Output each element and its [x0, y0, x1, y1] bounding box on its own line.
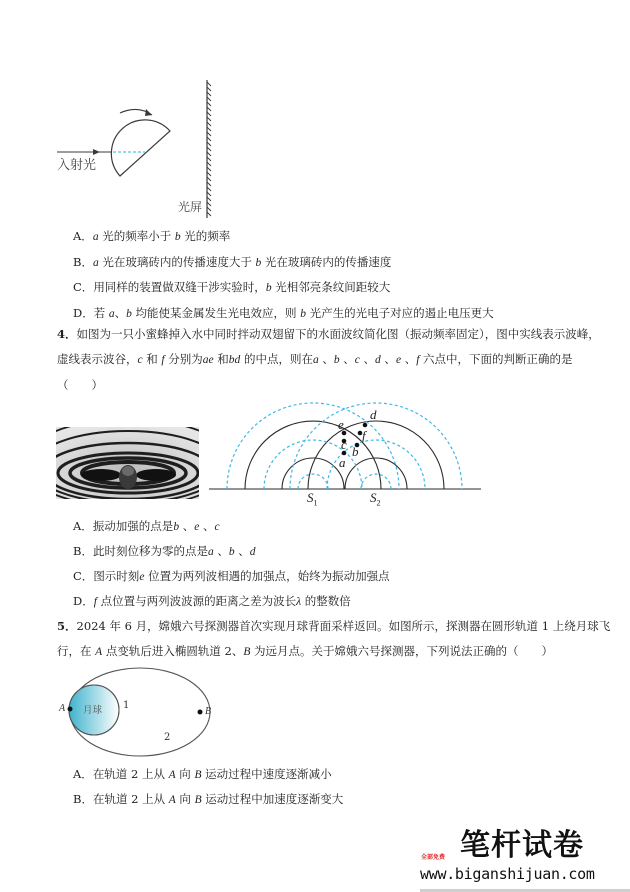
q4-stem-line2: 虚线表示波谷，c 和 f 分别为ae 和bd 的中点，则在a 、b 、c 、d 、e 、f 六点中，下面的判断正确的是	[57, 352, 573, 366]
q5-option-a[interactable]: A．在轨道 2 上从 A 向 B 运动过程中速度逐渐减小	[73, 767, 332, 781]
option-letter: B．	[73, 792, 93, 806]
watermark-title: 笔杆试卷	[460, 828, 584, 863]
question-number: 5．	[57, 619, 77, 633]
option-letter: B．	[73, 255, 93, 269]
option-letter: B．	[73, 544, 93, 558]
q5-option-b[interactable]: B．在轨道 2 上从 A 向 B 运动过程中加速度逐渐变大	[73, 792, 344, 806]
watermark-url[interactable]: www.biganshijuan.com	[420, 865, 595, 883]
q5-stem-line2: 行，在 A 点变轨后进入椭圆轨道 2、B 为远月点。关于嫦娥六号探测器，下列说法正确的（ ）	[57, 644, 554, 658]
point-A-label: A	[59, 703, 66, 714]
point-label-e: e	[338, 417, 344, 432]
source-label-s2: $S_2$	[370, 490, 381, 508]
point-B-label: B	[205, 706, 212, 717]
point-label-c: c	[341, 437, 347, 452]
option-letter: A．	[73, 767, 93, 781]
watermark-free-tag: 全部免费	[421, 854, 446, 861]
option-letter: D．	[73, 306, 94, 320]
option-letter: D．	[73, 594, 94, 608]
source-label-s1: $S_1$	[307, 490, 318, 508]
option-letter: A．	[73, 229, 93, 243]
point-label-b: b	[352, 444, 359, 459]
q4-stem-line1: 4．如图为一只小蜜蜂掉入水中同时拌动双翅留下的水面波纹简化图（振动频率固定），图中实线表示波峰，	[57, 327, 600, 341]
q3-option-a[interactable]: A．a 光的频率小于 b 光的频率	[73, 229, 231, 243]
screen-label: 光屏	[178, 200, 203, 214]
q4-option-a[interactable]: A．振动加强的点是b 、e 、c	[73, 519, 220, 533]
question-number: 4．	[57, 327, 77, 341]
q3-option-b[interactable]: B．a 光在玻璃砖内的传播速度大于 b 光在玻璃砖内的传播速度	[73, 255, 392, 269]
option-letter: A．	[73, 519, 93, 533]
q3-option-d[interactable]: D．若 a、b 均能使某金属发生光电效应，则 b 光产生的光电子对应的遏止电压更大	[73, 306, 494, 320]
q4-option-b[interactable]: B．此时刻位移为零的点是a 、b 、d	[73, 544, 256, 558]
orbit-2-label: 2	[164, 732, 171, 743]
option-letter: C．	[73, 280, 94, 294]
q4-option-d[interactable]: D．f 点位置与两列波波源的距离之差为波长λ 的整数倍	[73, 594, 351, 608]
q5-stem-line1: 5．2024 年 6 月，嫦娥六号探测器首次实现月球背面采样返回。如图所示，探测器在圆形轨道 1 上绕月球飞	[57, 619, 611, 633]
moon-label: 月球	[83, 705, 103, 716]
point-label-f: f	[362, 428, 366, 443]
q3-option-c[interactable]: C．用同样的装置做双缝干涉实验时，b 光相邻亮条纹间距较大	[73, 280, 391, 294]
option-letter: C．	[73, 569, 94, 583]
point-label-d: d	[370, 407, 377, 422]
orbit-1-label: 1	[123, 700, 130, 711]
point-label-a: a	[339, 455, 346, 470]
incident-light-label: 入射光	[57, 158, 97, 173]
q4-option-c[interactable]: C．图示时刻e 位置为两列波相遇的加强点，始终为振动加强点	[73, 569, 390, 583]
watermark	[420, 826, 630, 892]
q4-answer-bracket: （ ）	[57, 378, 103, 392]
